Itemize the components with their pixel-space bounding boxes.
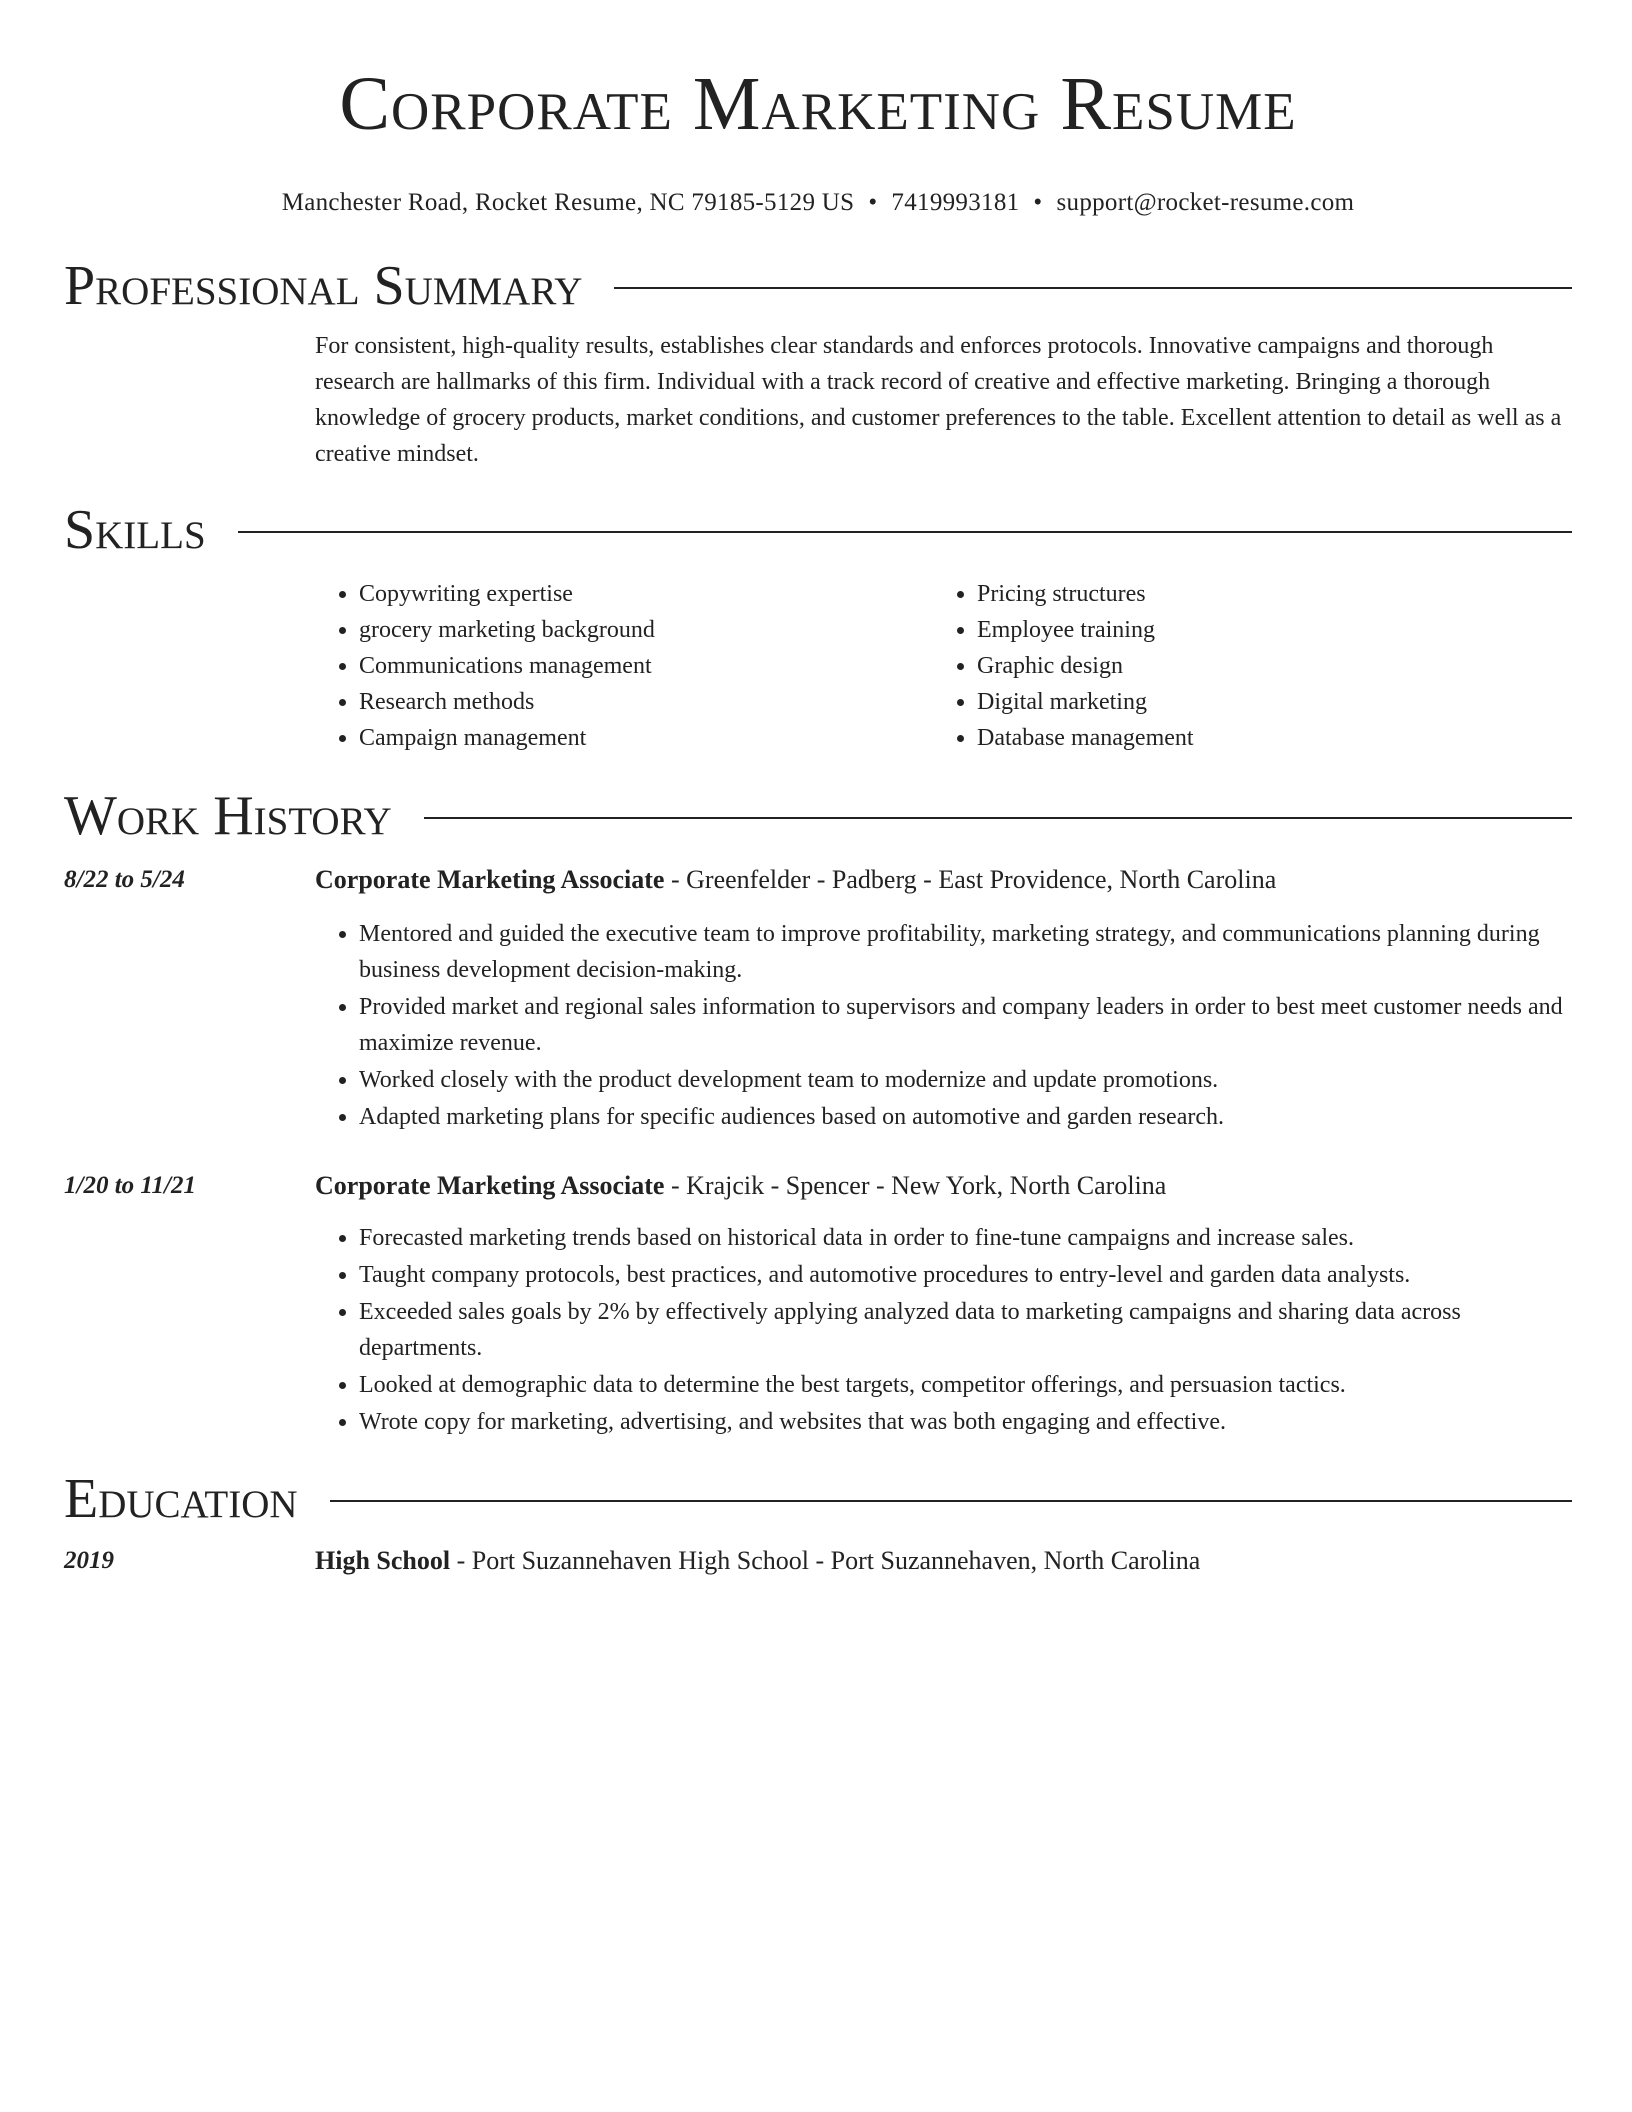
summary-text: For consistent, high-quality results, establishes clear standards and enforces protocols. Innovative campaigns and thorough research are hallmarks of this firm. Individual with a track record of creative and effective marketing. Bringing a thorough knowledge of grocery products, market conditions, and customer preferences to the table. Excellent attention to detail as well as a creative mindset. bbox=[315, 333, 1562, 467]
job-bullet: • Provided market and regional sales information to supervisors and company leaders in order to best meet customer needs and maximize revenue. bbox=[359, 989, 1572, 1061]
section-divider bbox=[238, 531, 1572, 533]
job-entry bbox=[64, 862, 1572, 1136]
skills-heading bbox=[64, 498, 1572, 562]
summary-heading bbox=[64, 254, 1572, 318]
contact-separator: • bbox=[1033, 189, 1043, 216]
contact-line bbox=[64, 186, 1572, 220]
job-role-line bbox=[315, 862, 1572, 898]
skill-item: • Digital marketing bbox=[977, 684, 1551, 720]
skills-column-right bbox=[933, 576, 1551, 756]
job-bullet: • Adapted marketing plans for specific audiences based on automotive and garden research. bbox=[359, 1099, 1572, 1135]
job-bullet: • Exceeded sales goals by 2% by effectively applying analyzed data to marketing campaigns and sharing data across departments. bbox=[359, 1294, 1572, 1366]
education-line bbox=[315, 1543, 1572, 1579]
skills-list bbox=[315, 576, 1572, 756]
education-heading bbox=[64, 1467, 1572, 1531]
education-school: - Port Suzannehaven High School - Port Suzannehaven, North Carolina bbox=[450, 1546, 1201, 1575]
skill-item: • Employee training bbox=[977, 612, 1551, 648]
job-bullet: • Looked at demographic data to determine the best targets, competitor offerings, and persuasion tactics. bbox=[359, 1367, 1572, 1403]
job-body bbox=[315, 1168, 1572, 1441]
skill-item: • Communications management bbox=[359, 648, 933, 684]
education-entry bbox=[64, 1543, 1572, 1579]
job-employer: - Krajcik - Spencer - New York, North Carolina bbox=[664, 1171, 1167, 1200]
education-title: Education bbox=[64, 1468, 298, 1530]
section-divider bbox=[614, 287, 1572, 289]
work-heading bbox=[64, 784, 1572, 848]
job-bullet: • Worked closely with the product development team to modernize and update promotions. bbox=[359, 1062, 1572, 1098]
skill-item: • Research methods bbox=[359, 684, 933, 720]
education-body bbox=[315, 1543, 1572, 1579]
contact-email: support@rocket-resume.com bbox=[1056, 189, 1355, 216]
section-divider bbox=[330, 1500, 1572, 1502]
job-employer: - Greenfelder - Padberg - East Providence, North Carolina bbox=[664, 865, 1277, 894]
education-degree: High School bbox=[315, 1546, 451, 1575]
work-title: Work History bbox=[64, 785, 392, 847]
job-body bbox=[315, 862, 1572, 1136]
job-title: Corporate Marketing Associate bbox=[315, 1171, 665, 1200]
skills-title: Skills bbox=[64, 499, 206, 561]
skill-item: • Graphic design bbox=[977, 648, 1551, 684]
job-title: Corporate Marketing Associate bbox=[315, 865, 665, 894]
resume-page bbox=[64, 0, 1572, 1579]
job-bullet: • Wrote copy for marketing, advertising, and websites that was both engaging and effective. bbox=[359, 1404, 1572, 1440]
skill-item: • grocery marketing background bbox=[359, 612, 933, 648]
skill-item: • Database management bbox=[977, 720, 1551, 756]
skill-item: • Copywriting expertise bbox=[359, 576, 933, 612]
skills-column-left bbox=[315, 576, 933, 756]
summary-title: Professional Summary bbox=[64, 255, 583, 317]
education-year: 2019 bbox=[64, 1547, 114, 1574]
resume-title: Corporate Marketing Resume bbox=[339, 62, 1297, 146]
contact-phone: 7419993181 bbox=[891, 189, 1020, 216]
contact-address: Manchester Road, Rocket Resume, NC 79185-5129 US bbox=[281, 189, 855, 216]
job-dates: 1/20 to 11/21 bbox=[64, 1172, 196, 1199]
job-entry bbox=[64, 1168, 1572, 1441]
job-bullets bbox=[315, 1220, 1572, 1440]
section-divider bbox=[424, 817, 1572, 819]
skill-item: • Pricing structures bbox=[977, 576, 1551, 612]
contact-separator: • bbox=[868, 189, 878, 216]
job-bullets bbox=[315, 916, 1572, 1135]
summary-section bbox=[315, 328, 1572, 472]
job-bullet: • Mentored and guided the executive team to improve profitability, marketing strategy, and communications planning during business development decision-making. bbox=[359, 916, 1572, 988]
skill-item: • Campaign management bbox=[359, 720, 933, 756]
job-role-line bbox=[315, 1168, 1572, 1204]
job-bullet: • Forecasted marketing trends based on historical data in order to fine-tune campaigns and increase sales. bbox=[359, 1220, 1572, 1256]
job-bullet: • Taught company protocols, best practices, and automotive procedures to entry-level and garden data analysts. bbox=[359, 1257, 1572, 1293]
job-dates: 8/22 to 5/24 bbox=[64, 866, 185, 893]
